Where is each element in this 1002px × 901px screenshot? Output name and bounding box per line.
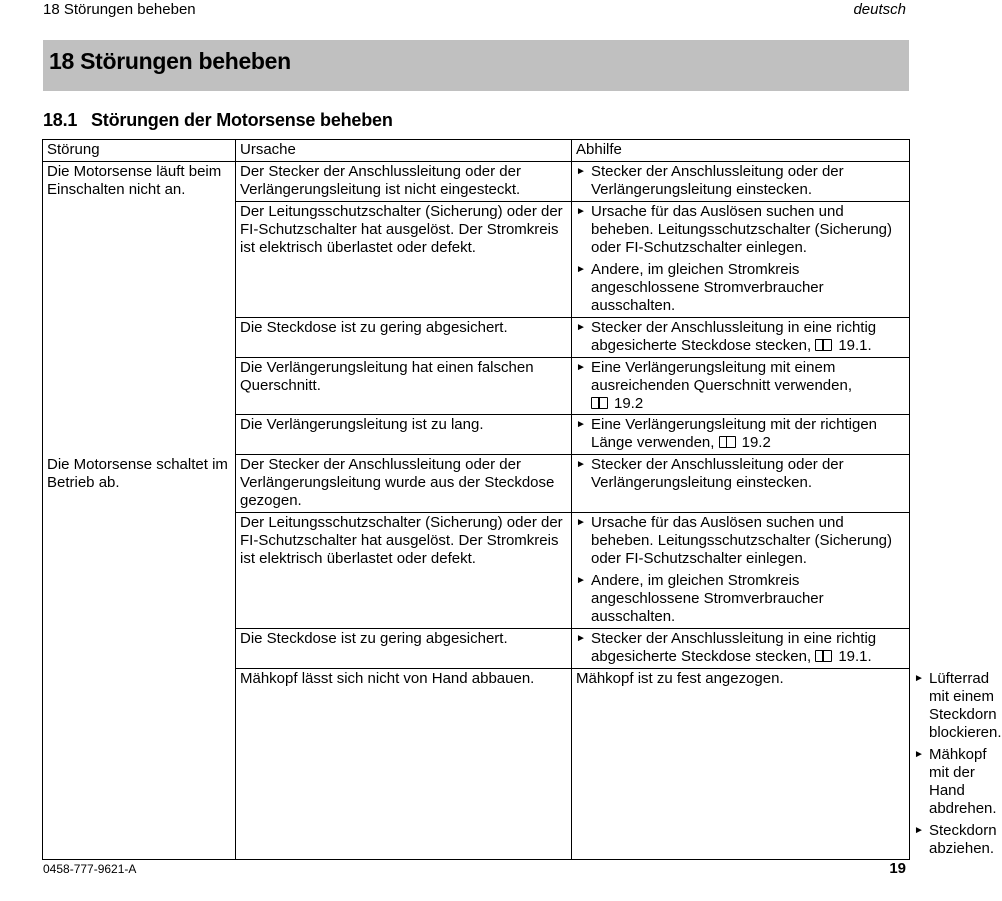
remedy-text: Mähkopf mit der Hand abdrehen. bbox=[929, 746, 997, 817]
section-heading bbox=[43, 110, 393, 131]
cause-cell: Der Stecker der Anschlussleitung oder der Verlängerungsleitung wurde aus der Steckdose gezogen. bbox=[236, 455, 572, 513]
remedy-text: Stecker der Anschlussleitung in eine richtig abgesicherte Steckdose stecken, bbox=[591, 319, 877, 354]
table-row bbox=[43, 455, 910, 513]
bullet-arrow-icon: ► bbox=[576, 264, 586, 275]
cause-cell: Der Leitungsschutzschalter (Sicherung) oder der FI-Schutzschalter hat ausgelöst. Der Stromkreis ist elektrisch überlastet oder defekt. bbox=[236, 513, 572, 629]
bullet-arrow-icon: ► bbox=[576, 517, 586, 528]
reference-number: 19.2 bbox=[741, 434, 771, 451]
remedy-text: Eine Verlängerungsleitung mit einem ausreichenden Querschnitt verwenden, bbox=[591, 359, 852, 394]
remedy-text: Ursache für das Auslösen suchen und beheben. Leitungsschutzschalter (Sicherung) oder FI-Schutzschalter einlegen. bbox=[591, 514, 893, 567]
page-number: 19 bbox=[889, 860, 906, 877]
bullet-arrow-icon: ► bbox=[576, 633, 586, 644]
remedy-cell bbox=[572, 202, 910, 318]
remedy-text: Lüfterrad mit einem Steckdorn blockieren. bbox=[929, 670, 1002, 741]
remedy-item bbox=[576, 416, 906, 452]
book-reference-icon bbox=[591, 397, 608, 409]
cause-cell: Mähkopf ist zu fest angezogen. bbox=[572, 669, 910, 860]
remedy-item bbox=[576, 203, 906, 257]
fault-cell: Mähkopf lässt sich nicht von Hand abbauen. bbox=[236, 669, 572, 860]
remedy-text: Steckdorn abziehen. bbox=[929, 822, 997, 857]
section-number: 18.1 bbox=[43, 110, 78, 130]
remedy-text: Ursache für das Auslösen suchen und beheben. Leitungsschutzschalter (Sicherung) oder FI-Schutzschalter einlegen. bbox=[591, 203, 893, 256]
fault-cell: Die Motorsense schaltet im Betrieb ab. bbox=[43, 455, 236, 860]
remedy-text: Andere, im gleichen Stromkreis angeschlossene Stromverbraucher ausschalten. bbox=[591, 572, 824, 625]
column-header-cause: Ursache bbox=[236, 140, 572, 162]
bullet-arrow-icon: ► bbox=[914, 825, 924, 836]
cause-cell: Die Verlängerungsleitung hat einen falschen Querschnitt. bbox=[236, 358, 572, 415]
remedy-text: Stecker der Anschlussleitung oder der Verlängerungsleitung einstecken. bbox=[591, 163, 844, 198]
bullet-arrow-icon: ► bbox=[576, 459, 586, 470]
cause-cell: Der Leitungsschutzschalter (Sicherung) oder der FI-Schutzschalter hat ausgelöst. Der Stromkreis ist elektrisch überlastet oder defekt. bbox=[236, 202, 572, 318]
table-header-row bbox=[43, 140, 910, 162]
table-row bbox=[43, 162, 910, 202]
chapter-heading-bar bbox=[43, 40, 909, 91]
bullet-arrow-icon: ► bbox=[576, 362, 586, 373]
remedy-cell bbox=[572, 162, 910, 202]
remedy-cell bbox=[572, 455, 910, 513]
remedy-cell bbox=[572, 318, 910, 358]
remedy-cell bbox=[572, 358, 910, 415]
remedy-cell bbox=[572, 629, 910, 669]
remedy-item bbox=[576, 163, 906, 199]
remedy-item bbox=[576, 359, 906, 413]
column-header-fault: Störung bbox=[43, 140, 236, 162]
column-header-remedy: Abhilfe bbox=[572, 140, 910, 162]
running-header-language: deutsch bbox=[853, 1, 906, 18]
bullet-arrow-icon: ► bbox=[576, 575, 586, 586]
bullet-arrow-icon: ► bbox=[576, 419, 586, 430]
remedy-text: Stecker der Anschlussleitung oder der Verlängerungsleitung einstecken. bbox=[591, 456, 844, 491]
remedy-item bbox=[576, 630, 906, 666]
book-reference-icon bbox=[719, 436, 736, 448]
remedy-item bbox=[576, 261, 906, 315]
reference-number: 19.1. bbox=[838, 648, 872, 665]
cause-cell: Die Steckdose ist zu gering abgesichert. bbox=[236, 629, 572, 669]
reference-number: 19.2 bbox=[614, 395, 644, 412]
book-reference-icon bbox=[815, 339, 832, 351]
troubleshooting-table bbox=[42, 139, 1002, 860]
remedy-item bbox=[576, 319, 906, 355]
cause-cell: Der Stecker der Anschlussleitung oder der Verlängerungsleitung ist nicht eingesteckt. bbox=[236, 162, 572, 202]
section-title: Störungen der Motorsense beheben bbox=[91, 110, 393, 130]
remedy-item bbox=[576, 572, 906, 626]
bullet-arrow-icon: ► bbox=[914, 749, 924, 760]
book-reference-icon bbox=[815, 650, 832, 662]
remedy-item bbox=[576, 514, 906, 568]
bullet-arrow-icon: ► bbox=[914, 673, 924, 684]
remedy-text: Andere, im gleichen Stromkreis angeschlossene Stromverbraucher ausschalten. bbox=[591, 261, 824, 314]
document-number: 0458-777-9621-A bbox=[43, 862, 137, 876]
cause-cell: Die Steckdose ist zu gering abgesichert. bbox=[236, 318, 572, 358]
fault-cell: Die Motorsense läuft beim Einschalten nicht an. bbox=[43, 162, 236, 455]
bullet-arrow-icon: ► bbox=[576, 206, 586, 217]
remedy-item bbox=[576, 456, 906, 492]
bullet-arrow-icon: ► bbox=[576, 322, 586, 333]
remedy-cell bbox=[572, 415, 910, 455]
remedy-cell bbox=[572, 513, 910, 629]
bullet-arrow-icon: ► bbox=[576, 166, 586, 177]
chapter-title: 18 Störungen beheben bbox=[49, 48, 291, 74]
remedy-text: Stecker der Anschlussleitung in eine richtig abgesicherte Steckdose stecken, bbox=[591, 630, 877, 665]
remedy-text: Eine Verlängerungsleitung mit der richtigen Länge verwenden, bbox=[591, 416, 878, 451]
running-header-title: 18 Störungen beheben bbox=[43, 1, 196, 18]
reference-number: 19.1. bbox=[838, 337, 872, 354]
cause-cell: Die Verlängerungsleitung ist zu lang. bbox=[236, 415, 572, 455]
